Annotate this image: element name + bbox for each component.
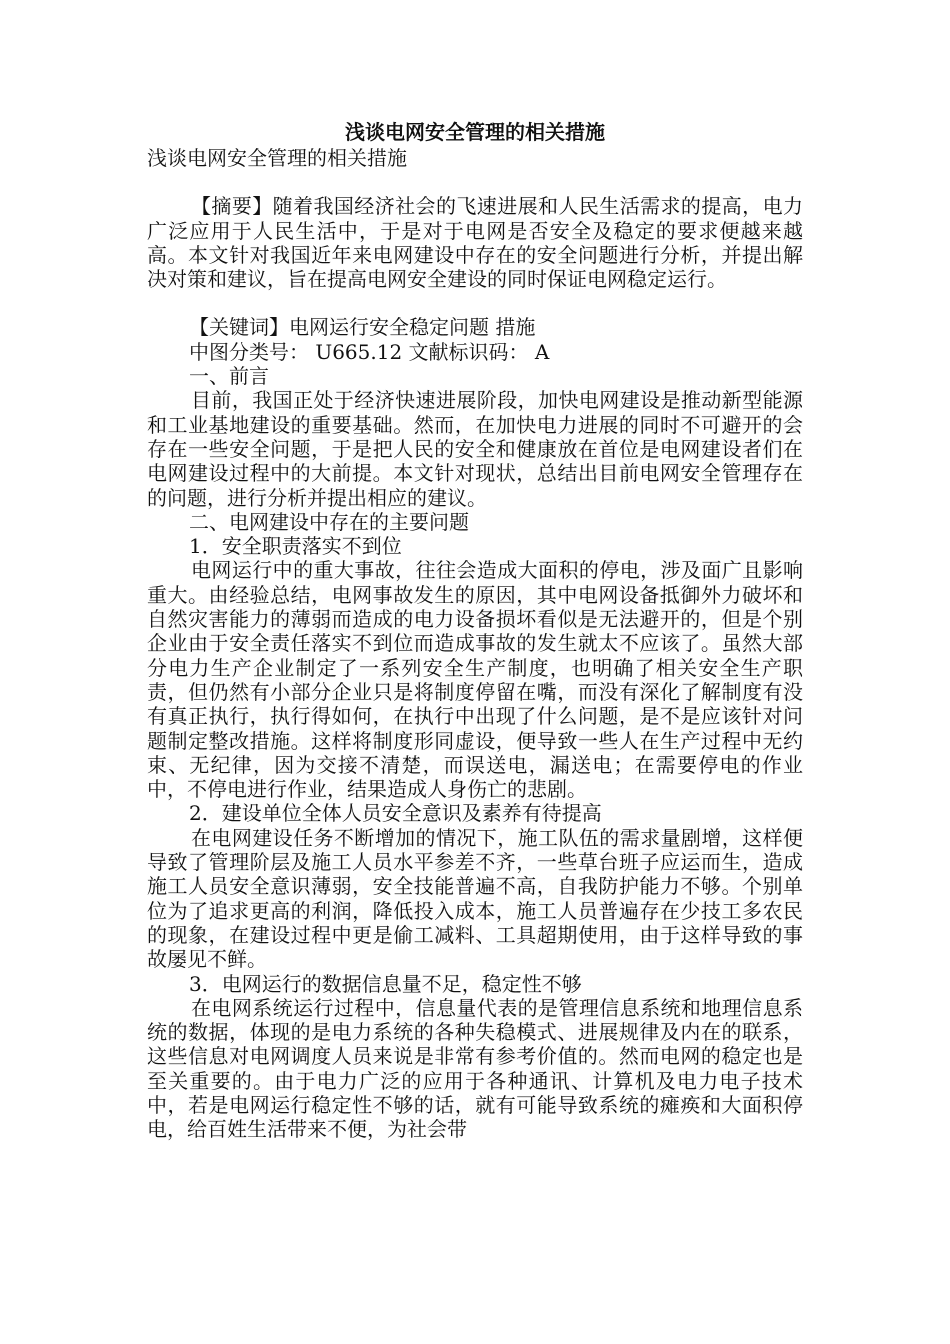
subsection-2-heading: 2．建设单位全体人员安全意识及素养有待提高 <box>189 801 602 826</box>
document-subtitle: 浅谈电网安全管理的相关措施 <box>147 146 407 170</box>
subsection-3-heading: 3．电网运行的数据信息量不足，稳定性不够 <box>189 971 582 996</box>
spacer <box>147 291 803 315</box>
abstract-paragraph: 【摘要】随着我国经济社会的飞速进展和人民生活需求的提高，电力广泛应用于人民生活中，于是对于电网是否安全及稳定的要求便越来越高。本文针对我国近年来电网建设中存在的安全问题进行分析，并提出解决对策和建议，旨在提高电网安全建设的同时保证电网稳定运行。 <box>147 194 803 292</box>
classification-line: 中图分类号： U665.12 文献标识码： A <box>189 339 550 364</box>
section-1-heading: 一、前言 <box>189 364 269 389</box>
subsection-2-paragraph: 在电网建设任务不断增加的情况下，施工队伍的需求量剧增，这样便导致了管理阶层及施工人员水平参差不齐，一些草台班子应运而生，造成施工人员安全意识薄弱，安全技能普遍不高，自我防护能力不够。个别单位为了追求更高的利润，降低投入成本，施工人员普遍存在少技工多农民的现象，在建设过程中更是偷工减料、工具超期使用，由于这样导致的事故屡见不鲜。 <box>147 825 803 972</box>
section-1-paragraph: 目前，我国正处于经济快速进展阶段，加快电网建设是推动新型能源和工业基地建设的重要基础。然而，在加快电力进展的同时不可避开的会存在一些安全问题，于是把人民的安全和健康放在首位是电网建设者们在电网建设过程中的大前提。本文针对现状，总结出目前电网安全管理存在的问题，进行分析并提出相应的建议。 <box>147 388 803 510</box>
document-page <box>147 118 803 1142</box>
subsection-1-paragraph: 电网运行中的重大事故，往往会造成大面积的停电，涉及面广且影响重大。由经验总结，电网事故发生的原因，其中电网设备抵御外力破坏和自然灾害能力的薄弱而造成的电力设备损坏看似是无法避开的，但是个别企业由于安全责任落实不到位而造成事故的发生就太不应该了。虽然大部分电力生产企业制定了一系列安全生产制度，也明确了相关安全生产职责，但仍然有小部分企业只是将制度停留在嘴，而没有深化了解制度有没有真正执行，执行得如何，在执行中出现了什么问题，是不是应该针对问题制定整改措施。这样将制度形同虚设，便导致一些人在生产过程中无约束、无纪律，因为交接不清楚，而误送电，漏送电；在需要停电的作业中，不停电进行作业，结果造成人身伤亡的悲剧。 <box>147 558 803 802</box>
document-title: 浅谈电网安全管理的相关措施 <box>345 120 605 144</box>
subsection-1-heading: 1．安全职责落实不到位 <box>189 534 402 559</box>
keywords-line: 【关键词】电网运行安全稳定问题 措施 <box>189 315 536 340</box>
spacer <box>147 170 803 194</box>
section-2-heading: 二、电网建设中存在的主要问题 <box>189 509 469 534</box>
subsection-3-paragraph: 在电网系统运行过程中，信息量代表的是管理信息系统和地理信息系统的数据，体现的是电力系统的各种失稳模式、进展规律及内在的联系，这些信息对电网调度人员来说是非常有参考价值的。然而电网的稳定也是至关重要的。由于电力广泛的应用于各种通讯、计算机及电力电子技术中，若是电网运行稳定性不够的话，就有可能导致系统的瘫痪和大面积停电，给百姓生活带来不便，为社会带 <box>147 995 803 1142</box>
